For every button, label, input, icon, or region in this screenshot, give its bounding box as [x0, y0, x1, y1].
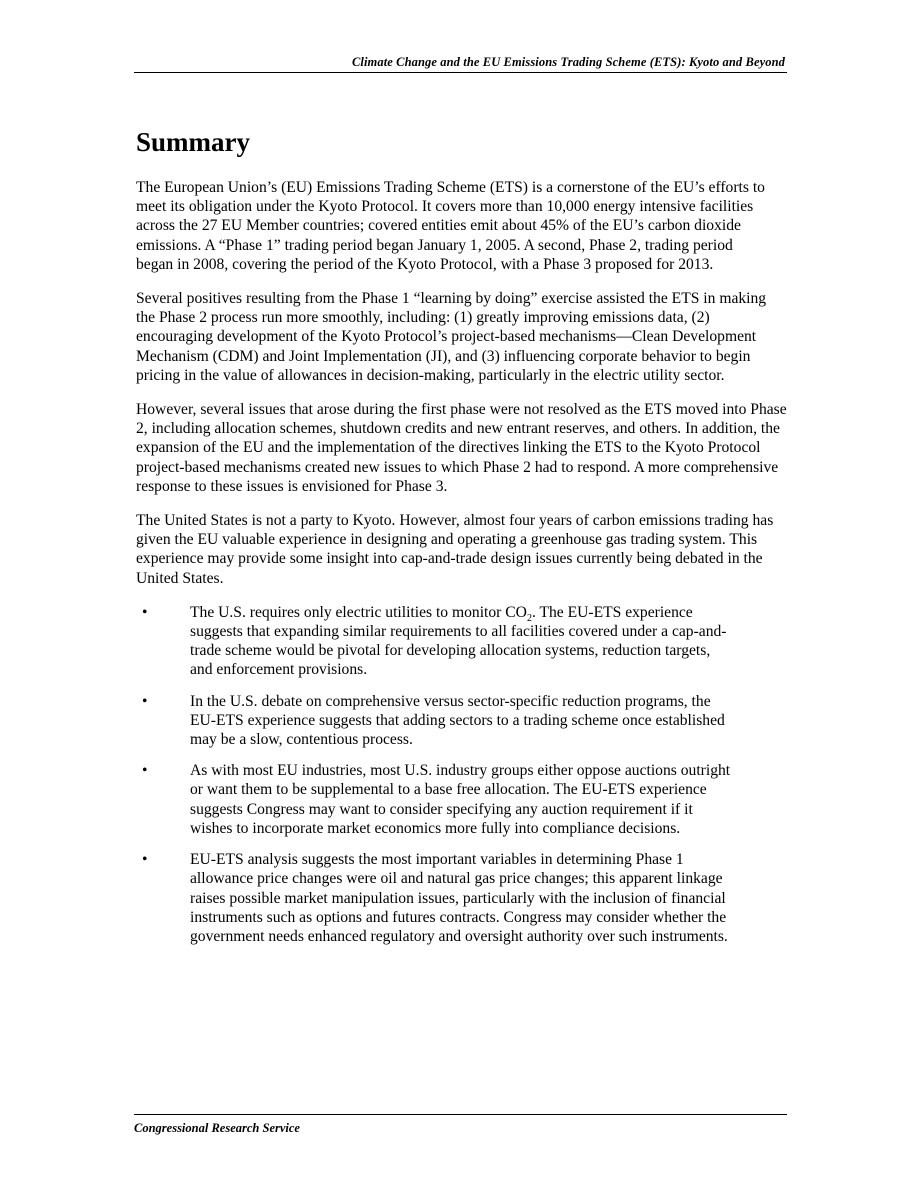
page-title: Summary — [136, 127, 250, 157]
running-title: Climate Change and the EU Emissions Trading Scheme (ETS): Kyoto and Beyond — [351, 55, 785, 69]
bullet-icon: • — [142, 603, 148, 621]
paragraph-issues: However, several issues that arose during the first phase were not resolved as the ETS moved into Phase 2, including allocation schemes, shutdown credits and new entrant reserves, and others. In addition, the expansion of the EU and the implementation of the directives linking the ETS to the Kyoto Protocol project-based mechanisms created new issues to which Phase 2 had to respond. A more comprehensive response to these issues is envisioned for Phase 3. — [136, 401, 787, 495]
bullet-item — [136, 692, 732, 750]
running-header — [134, 55, 787, 73]
bullet-list — [136, 603, 788, 946]
bullet-icon: • — [142, 692, 148, 710]
bullet-item — [136, 761, 732, 838]
page-footer — [134, 1114, 787, 1136]
paragraph-us-context: The United States is not a party to Kyoto. However, almost four years of carbon emissions trading has given the EU valuable experience in designing and operating a greenhouse gas trading system. This experience may provide some insight into cap-and-trade design issues currently being debated in the United States. — [136, 512, 774, 587]
bullet-text: EU-ETS analysis suggests the most important variables in determining Phase 1 allowance price changes were oil and natural gas price changes; this apparent linkage raises possible market manipulation issues, particularly with the inclusion of financial instruments such as options and futures contracts. Congress may consider whether the government needs enhanced regulatory and oversight authority over such instruments. — [190, 851, 728, 945]
bullet-text: The U.S. requires only electric utilities to monitor $CO_2$. The EU-ETS experience suggests that expanding similar requirements to all facilities covered under a cap-and-trade scheme would be pivotal for developing allocation systems, reduction targets, and enforcement provisions. — [190, 603, 727, 679]
bullet-icon: • — [142, 762, 148, 780]
bullet-text: In the U.S. debate on comprehensive versus sector-specific reduction programs, the EU-ETS experience suggests that adding sectors to a trading scheme once established may be a slow, contentious process. — [190, 692, 725, 749]
bullet-icon: • — [142, 851, 148, 869]
subscript: 2 — [526, 612, 532, 624]
footer-text: Congressional Research Service — [134, 1121, 300, 1135]
bullet-text: As with most EU industries, most U.S. industry groups either oppose auctions outright or want them to be supplemental to a base free allocation. The EU-ETS experience suggests Congress may want to consider specifying any auction requirement if it wishes to incorporate market economics more fully into compliance decisions. — [190, 762, 731, 837]
paragraph-intro: The European Union’s (EU) Emissions Trading Scheme (ETS) is a cornerstone of the EU’s efforts to meet its obligation under the Kyoto Protocol. It covers more than 10,000 energy intensive facilities across the 27 EU Member countries; covered entities emit about 45% of the EU’s carbon dioxide emissions. A “Phase 1” trading period began January 1, 2005. A second, Phase 2, trading period began in 2008, covering the period of the Kyoto Protocol, with a Phase 3 proposed for 2013. — [136, 179, 765, 273]
summary-body — [136, 178, 788, 958]
bullet-item — [136, 850, 732, 946]
bullet-item — [136, 603, 732, 680]
paragraph-positives: Several positives resulting from the Phase 1 “learning by doing” exercise assisted the ETS in making the Phase 2 process run more smoothly, including: (1) greatly improving emissions data, (2) encouraging development of the Kyoto Protocol’s project-based mechanisms—Clean Development Mechanism (CDM) and Joint Implementation (JI), and (3) influencing corporate behavior to begin pricing in the value of allowances in decision-making, particularly in the electric utility sector. — [136, 290, 767, 384]
